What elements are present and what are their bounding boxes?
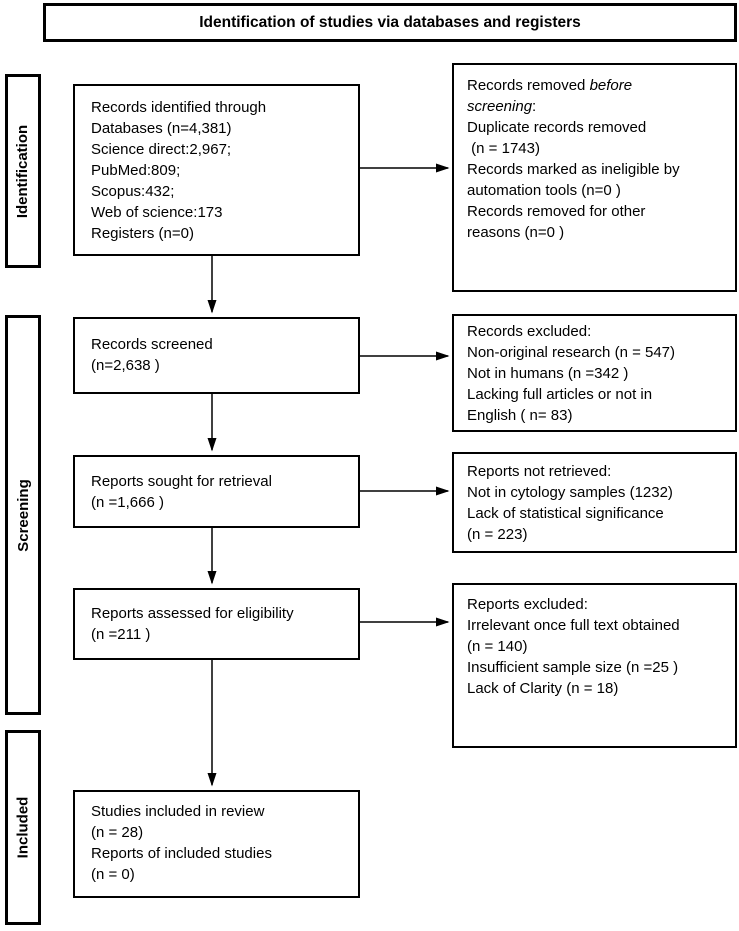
box-line: Science direct:2,967; (91, 141, 232, 158)
stage-identification (5, 74, 41, 268)
stage-screening (5, 315, 41, 715)
box-records-identified (73, 84, 360, 256)
box-line: reasons (n=0 ) (467, 224, 565, 241)
box-line: (n =1,666 ) (91, 494, 164, 511)
box-line: Lack of Clarity (n = 18) (467, 680, 619, 697)
box-records-screened (73, 317, 360, 394)
box-line: Reports assessed for eligibility (91, 605, 294, 622)
box-line: Irrelevant once full text obtained (467, 617, 680, 634)
box-line: Records marked as ineligible by (467, 161, 680, 178)
box-reports-excluded (452, 583, 737, 748)
stage-included (5, 730, 41, 925)
box-line: Lack of statistical significance (467, 505, 664, 522)
box-reports-sought (73, 455, 360, 528)
box-line: Records removed for other (467, 203, 646, 220)
box-records-removed-before-screening (452, 63, 737, 292)
box-line: Web of science:173 (91, 204, 223, 221)
diagram-title-text: Identification of studies via databases and registers (199, 14, 581, 31)
box-line: Registers (n=0) (91, 225, 194, 242)
stage-identification-label: Identification (14, 124, 32, 218)
box-line: (n = 1743) (467, 140, 540, 157)
box-line: Non-original research (n = 547) (467, 344, 676, 361)
box-line: Lacking full articles or not in (467, 386, 653, 403)
box-line: Not in humans (n =342 ) (467, 365, 629, 382)
box-line: PubMed:809; (91, 162, 181, 179)
box-line: Reports not retrieved: (467, 463, 612, 480)
box-records-excluded (452, 314, 737, 432)
box-line: (n = 0) (91, 866, 135, 883)
box-line: Not in cytology samples (1232) (467, 484, 673, 501)
box-line: Duplicate records removed (467, 119, 647, 136)
box-line: Reports excluded: (467, 596, 588, 613)
box-reports-assessed (73, 588, 360, 660)
box-line: (n = 28) (91, 824, 144, 841)
box-line: (n = 223) (467, 526, 528, 543)
box-line: Scopus:432; (91, 183, 175, 200)
box-line: Reports of included studies (91, 845, 272, 862)
box-line: Databases (n=4,381) (91, 120, 232, 137)
box-line: (n = 140) (467, 638, 528, 655)
box-line: Records screened (91, 336, 213, 353)
box-line: screening: (467, 98, 537, 115)
box-reports-not-retrieved (452, 452, 737, 553)
box-line: Studies included in review (91, 803, 265, 820)
stage-included-label: Included (14, 796, 32, 859)
box-line: Records excluded: (467, 323, 592, 340)
diagram-title (43, 3, 737, 42)
box-line: (n =211 ) (91, 626, 151, 643)
box-line: automation tools (n=0 ) (467, 182, 621, 199)
box-line: Insufficient sample size (n =25 ) (467, 659, 679, 676)
box-line: Reports sought for retrieval (91, 473, 272, 490)
box-line: English ( n= 83) (467, 407, 573, 424)
box-line: (n=2,638 ) (91, 357, 160, 374)
box-line: Records identified through (91, 99, 267, 116)
box-line: Records removed before (467, 77, 633, 94)
box-studies-included (73, 790, 360, 898)
stage-screening-label: Screening (14, 478, 32, 552)
